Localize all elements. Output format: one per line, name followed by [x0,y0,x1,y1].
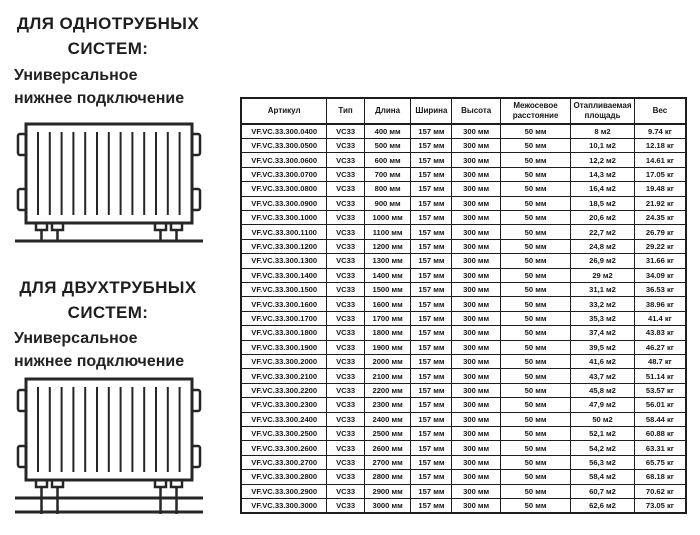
table-row [241,239,686,253]
cell: VC33 [327,311,364,325]
cell: 50 мм [500,369,570,383]
cell: 300 мм [452,182,501,196]
cell: 2600 мм [364,441,411,455]
cell: 26.79 кг [634,225,686,239]
cell: 300 мм [452,484,501,498]
cell: 38.96 кг [634,297,686,311]
cell: 50 мм [500,268,570,282]
cell: 700 мм [364,167,411,181]
cell: 63.31 кг [634,441,686,455]
cell: 157 мм [411,182,452,196]
cell: 300 мм [452,196,501,210]
cell: VC33 [327,138,364,152]
cell: 50 мм [500,383,570,397]
table-row [241,311,686,325]
cell: 9.74 кг [634,124,686,138]
table-row [241,470,686,484]
cell: 50 мм [500,427,570,441]
cell: 50 мм [500,311,570,325]
cell: VF.VC.33.300.0700 [241,167,327,181]
cell: 50 мм [500,254,570,268]
cell: 56,3 м2 [571,455,635,469]
cell: 24.35 кг [634,210,686,224]
cell: VF.VC.33.300.0800 [241,182,327,196]
cell: 1900 мм [364,340,411,354]
cell: 2400 мм [364,412,411,426]
cell: 68.18 кг [634,470,686,484]
cell: 1400 мм [364,268,411,282]
cell: 50 мм [500,455,570,469]
table-row [241,138,686,152]
cell: VF.VC.33.300.2800 [241,470,327,484]
cell: 1800 мм [364,326,411,340]
cell: 43.83 кг [634,326,686,340]
cell: VC33 [327,484,364,498]
table-row [241,355,686,369]
single-pipe-subheading [14,64,214,110]
cell: 45,8 м2 [571,383,635,397]
single-pipe-radiator-diagram [14,119,204,245]
cell: VF.VC.33.300.0600 [241,153,327,167]
cell: 157 мм [411,398,452,412]
column-header: Тип [327,98,364,124]
cell: 56.01 кг [634,398,686,412]
subheading-line: Универсальное [14,330,138,347]
cell: 36.53 кг [634,282,686,296]
cell: VF.VC.33.300.2400 [241,412,327,426]
cell: VF.VC.33.300.1100 [241,225,327,239]
cell: VF.VC.33.300.2500 [241,427,327,441]
cell: 52,1 м2 [571,427,635,441]
cell: 800 мм [364,182,411,196]
column-header: Межосевое расстояние [500,98,570,124]
cell: VC33 [327,340,364,354]
cell: 50 мм [500,326,570,340]
cell: VF.VC.33.300.2300 [241,398,327,412]
cell: 50 мм [500,182,570,196]
cell: 50 мм [500,297,570,311]
cell: 157 мм [411,124,452,138]
table-row [241,398,686,412]
cell: 300 мм [452,355,501,369]
table-row [241,182,686,196]
cell: 157 мм [411,282,452,296]
subheading-line: нижнее подключение [14,353,185,371]
cell: 62,6 м2 [571,499,635,513]
table-row [241,282,686,296]
cell: 600 мм [364,153,411,167]
cell: 60,7 м2 [571,484,635,498]
table-row [241,124,686,138]
cell: 300 мм [452,268,501,282]
cell: 3000 мм [364,499,411,513]
cell: 157 мм [411,441,452,455]
cell: 300 мм [452,297,501,311]
cell: 300 мм [452,455,501,469]
cell: VC33 [327,427,364,441]
cell: 50 мм [500,499,570,513]
cell: 1500 мм [364,282,411,296]
table-row [241,297,686,311]
table-row [241,167,686,181]
cell: 50 мм [500,210,570,224]
cell: 157 мм [411,412,452,426]
cell: VF.VC.33.300.0400 [241,124,327,138]
cell: 73.05 кг [634,499,686,513]
cell: 1100 мм [364,225,411,239]
cell: 22,7 м2 [571,225,635,239]
cell: 1000 мм [364,210,411,224]
table-row [241,196,686,210]
cell: 300 мм [452,138,501,152]
table-row [241,254,686,268]
cell: 53.57 кг [634,383,686,397]
cell: 50 мм [500,398,570,412]
spec-table-container [240,97,687,514]
cell: 12.18 кг [634,138,686,152]
cell: 50 мм [500,470,570,484]
two-pipe-subheading [14,327,214,373]
column-header: Вес [634,98,686,124]
cell: VF.VC.33.300.1000 [241,210,327,224]
cell: VC33 [327,254,364,268]
cell: 300 мм [452,254,501,268]
cell: VC33 [327,355,364,369]
cell: VF.VC.33.300.2000 [241,355,327,369]
cell: 157 мм [411,499,452,513]
header-row [241,98,686,124]
cell: VC33 [327,499,364,513]
cell: 157 мм [411,326,452,340]
cell: VC33 [327,225,364,239]
cell: 12,2 м2 [571,153,635,167]
column-header: Высота [452,98,501,124]
cell: VF.VC.33.300.1900 [241,340,327,354]
cell: 70.62 кг [634,484,686,498]
cell: 157 мм [411,383,452,397]
cell: 300 мм [452,369,501,383]
cell: 900 мм [364,196,411,210]
table-row [241,225,686,239]
cell: VF.VC.33.300.2700 [241,455,327,469]
cell: 17.05 кг [634,167,686,181]
cell: 1200 мм [364,239,411,253]
cell: VC33 [327,383,364,397]
cell: 2000 мм [364,355,411,369]
cell: 157 мм [411,196,452,210]
cell: VC33 [327,268,364,282]
cell: 500 мм [364,138,411,152]
cell: 300 мм [452,398,501,412]
cell: 400 мм [364,124,411,138]
cell: VC33 [327,455,364,469]
cell: 50 мм [500,412,570,426]
cell: 50 мм [500,441,570,455]
cell: 47,9 м2 [571,398,635,412]
cell: VF.VC.33.300.1800 [241,326,327,340]
cell: 54,2 м2 [571,441,635,455]
cell: 16,4 м2 [571,182,635,196]
cell: 300 мм [452,124,501,138]
cell: VF.VC.33.300.2100 [241,369,327,383]
cell: 31,1 м2 [571,282,635,296]
cell: 29.22 кг [634,239,686,253]
cell: VC33 [327,398,364,412]
cell: 300 мм [452,470,501,484]
cell: 157 мм [411,340,452,354]
table-row [241,268,686,282]
cell: VC33 [327,182,364,196]
cell: 157 мм [411,355,452,369]
cell: 58.44 кг [634,412,686,426]
cell: 48.7 кг [634,355,686,369]
cell: VC33 [327,326,364,340]
cell: 37,4 м2 [571,326,635,340]
table-row [241,484,686,498]
column-header: Отапливаемая площадь [571,98,635,124]
cell: 300 мм [452,311,501,325]
cell: 41.4 кг [634,311,686,325]
cell: 2500 мм [364,427,411,441]
cell: 300 мм [452,383,501,397]
cell: 157 мм [411,153,452,167]
cell: 2900 мм [364,484,411,498]
spec-table-body [241,124,686,513]
cell: 50 мм [500,340,570,354]
cell: 157 мм [411,167,452,181]
cell: 33,2 м2 [571,297,635,311]
cell: 300 мм [452,210,501,224]
two-pipe-heading [12,276,204,325]
table-row [241,326,686,340]
cell: VC33 [327,441,364,455]
cell: 300 мм [452,499,501,513]
heading-line: ДЛЯ ДВУХТРУБНЫХ [19,278,197,297]
column-header: Ширина [411,98,452,124]
cell: 157 мм [411,210,452,224]
cell: 1600 мм [364,297,411,311]
cell: 50 мм [500,153,570,167]
cell: VF.VC.33.300.2600 [241,441,327,455]
cell: VF.VC.33.300.1600 [241,297,327,311]
cell: 2100 мм [364,369,411,383]
cell: 2700 мм [364,455,411,469]
cell: 58,4 м2 [571,470,635,484]
cell: 157 мм [411,484,452,498]
cell: 50 мм [500,239,570,253]
cell: 157 мм [411,311,452,325]
cell: 65.75 кг [634,455,686,469]
table-row [241,499,686,513]
cell: 157 мм [411,138,452,152]
cell: VC33 [327,239,364,253]
cell: 300 мм [452,340,501,354]
table-row [241,383,686,397]
cell: 300 мм [452,153,501,167]
cell: 1700 мм [364,311,411,325]
cell: 50 мм [500,167,570,181]
cell: 43,7 м2 [571,369,635,383]
cell: VF.VC.33.300.1700 [241,311,327,325]
cell: VF.VC.33.300.0500 [241,138,327,152]
cell: 19.48 кг [634,182,686,196]
cell: VC33 [327,167,364,181]
cell: 157 мм [411,470,452,484]
cell: 300 мм [452,441,501,455]
cell: VC33 [327,369,364,383]
cell: 31.66 кг [634,254,686,268]
cell: 10,1 м2 [571,138,635,152]
table-row [241,412,686,426]
cell: 157 мм [411,427,452,441]
cell: 157 мм [411,268,452,282]
cell: 18,5 м2 [571,196,635,210]
cell: 157 мм [411,254,452,268]
cell: 1300 мм [364,254,411,268]
cell: 24,8 м2 [571,239,635,253]
cell: VF.VC.33.300.0900 [241,196,327,210]
cell: 2800 мм [364,470,411,484]
cell: VC33 [327,196,364,210]
cell: 8 м2 [571,124,635,138]
cell: 157 мм [411,297,452,311]
two-pipe-radiator-diagram [14,374,204,518]
cell: VF.VC.33.300.2200 [241,383,327,397]
heading-line: ДЛЯ ОДНОТРУБНЫХ [16,14,200,33]
cell: 300 мм [452,427,501,441]
cell: 300 мм [452,239,501,253]
cell: VF.VC.33.300.1500 [241,282,327,296]
cell: 39,5 м2 [571,340,635,354]
cell: 157 мм [411,369,452,383]
cell: 50 мм [500,225,570,239]
cell: 50 мм [500,124,570,138]
cell: 35,3 м2 [571,311,635,325]
cell: VC33 [327,210,364,224]
cell: VC33 [327,412,364,426]
cell: 14.61 кг [634,153,686,167]
cell: 50 мм [500,484,570,498]
heading-line: СИСТЕМ: [67,38,149,58]
cell: 46.27 кг [634,340,686,354]
cell: 2300 мм [364,398,411,412]
cell: 300 мм [452,225,501,239]
cell: 300 мм [452,282,501,296]
cell: VF.VC.33.300.1200 [241,239,327,253]
cell: 50 м2 [571,412,635,426]
cell: 50 мм [500,138,570,152]
cell: 14,3 м2 [571,167,635,181]
cell: 2200 мм [364,383,411,397]
cell: VF.VC.33.300.3000 [241,499,327,513]
cell: 34.09 кг [634,268,686,282]
table-row [241,427,686,441]
spec-table [240,97,687,514]
cell: 50 мм [500,282,570,296]
table-row [241,340,686,354]
cell: 29 м2 [571,268,635,282]
cell: 26,9 м2 [571,254,635,268]
table-row [241,210,686,224]
heading-line: СИСТЕМ: [67,302,149,322]
column-header: Длина [364,98,411,124]
cell: 300 мм [452,412,501,426]
table-row [241,369,686,383]
column-header: Артикул [241,98,327,124]
cell: VC33 [327,124,364,138]
subheading-line: Универсальное [14,67,138,84]
cell: 20,6 м2 [571,210,635,224]
cell: VF.VC.33.300.1400 [241,268,327,282]
cell: VC33 [327,297,364,311]
table-row [241,441,686,455]
cell: 51.14 кг [634,369,686,383]
cell: 157 мм [411,239,452,253]
cell: VF.VC.33.300.2900 [241,484,327,498]
cell: 300 мм [452,326,501,340]
table-row [241,455,686,469]
cell: 300 мм [452,167,501,181]
single-pipe-heading [12,12,204,61]
cell: VC33 [327,282,364,296]
cell: 157 мм [411,225,452,239]
cell: 157 мм [411,455,452,469]
cell: 41,6 м2 [571,355,635,369]
table-row [241,153,686,167]
cell: 60.88 кг [634,427,686,441]
subheading-line: нижнее подключение [14,90,185,108]
cell: 50 мм [500,196,570,210]
cell: VC33 [327,470,364,484]
cell: 50 мм [500,355,570,369]
cell: 21.92 кг [634,196,686,210]
cell: VF.VC.33.300.1300 [241,254,327,268]
cell: VC33 [327,153,364,167]
